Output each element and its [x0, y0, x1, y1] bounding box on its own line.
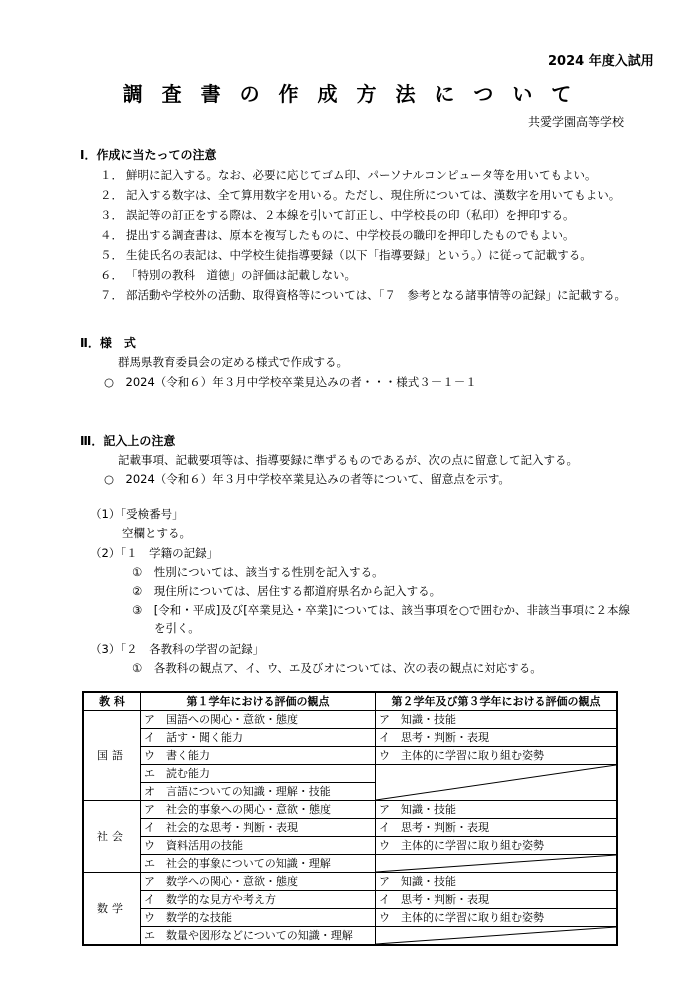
- table-row: [83, 837, 617, 855]
- table-cell: イ 数学的な見方や考え方: [141, 891, 376, 909]
- table-row: [83, 747, 617, 765]
- empty-diagonal-cell: [376, 765, 618, 801]
- list-item: ６． 「特別の教科 道徳」の評価は記載しない。: [100, 268, 356, 282]
- sub1-title: （1）「受検番号」: [90, 507, 184, 521]
- list-item: ２． 記入する数字は、全て算用数字を用いる。ただし、現住所については、漢数字を用いてもよい。: [100, 188, 621, 202]
- header-subject: 教 科: [83, 692, 141, 711]
- table-cell: エ 読む能力: [141, 765, 376, 783]
- table-cell: ア 数学への関心・意欲・態度: [141, 873, 376, 891]
- section1-list: [100, 166, 626, 306]
- sub2-title: （2）「１ 学籍の記録」: [90, 546, 219, 560]
- table-cell: ア 知識・技能: [376, 873, 618, 891]
- page-title: 調 査 書 の 作 成 方 法 に つ い て: [122, 82, 578, 106]
- table-cell: ア 知識・技能: [376, 711, 618, 729]
- sub2-item: ① 性別については、該当する性別を記入する。: [132, 565, 384, 579]
- table-row: [83, 927, 617, 946]
- table-row: [83, 801, 617, 819]
- section3-line1: 記載事項、記載要項等は、指導要録に準ずるものであるが、次の点に留意して記入する。: [118, 453, 578, 467]
- empty-diagonal-cell: [376, 927, 618, 946]
- table-cell: エ 社会的事象についての知識・理解: [141, 855, 376, 873]
- table-cell: ウ 書く能力: [141, 747, 376, 765]
- subject-cell: 国語: [83, 711, 141, 801]
- list-item: １． 鮮明に記入する。なお、必要に応じてゴム印、パーソナルコンピュータ等を用いてもよい。: [100, 168, 597, 182]
- table-row: [83, 819, 617, 837]
- table-cell: ウ 主体的に学習に取り組む姿勢: [376, 837, 618, 855]
- list-item: ４． 提出する調査書は、原本を複写したものに、中学校長の職印を押印したものでもよい。: [100, 228, 575, 242]
- sub2-item: を引く。: [154, 621, 200, 635]
- table-row: [83, 711, 617, 729]
- evaluation-table: [82, 691, 618, 946]
- header-second-third-year: 第２学年及び第３学年における評価の観点: [376, 692, 618, 711]
- sub2-item: ③ [令和・平成]及び[卒業見込・卒業]については、該当事項を○で囲むか、非該当事項に２本線: [132, 603, 631, 617]
- list-item: ５． 生徒氏名の表記は、中学校生徒指導要録（以下「指導要録」という。）に従って記載する。: [100, 248, 592, 262]
- table-cell: ア 社会的事象への関心・意欲・態度: [141, 801, 376, 819]
- table-cell: ウ 主体的に学習に取り組む姿勢: [376, 747, 618, 765]
- table-row: [83, 729, 617, 747]
- table-cell: イ 話す・聞く能力: [141, 729, 376, 747]
- section2-line2: ○ 2024（令和６）年３月中学校卒業見込みの者・・・様式３－１－１: [104, 375, 477, 389]
- header-first-year: 第１学年における評価の観点: [141, 692, 376, 711]
- school-name: 共愛学園高等学校: [528, 115, 625, 129]
- table-cell: ウ 数学的な技能: [141, 909, 376, 927]
- list-item: ７． 部活動や学校外の活動、取得資格等については、「７ 参考となる諸事情等の記録」に記載する。: [100, 288, 627, 302]
- table-cell: イ 思考・判断・表現: [376, 729, 618, 747]
- table-row: [83, 855, 617, 873]
- section2-heading: Ⅱ．様 式: [80, 336, 136, 350]
- sub3-item: ① 各教科の観点ア、イ、ウ、エ及びオについては、次の表の観点に対応する。: [132, 661, 542, 675]
- sub1-body: 空欄とする。: [122, 526, 191, 540]
- subject-cell: 社会: [83, 801, 141, 873]
- table-cell: イ 思考・判断・表現: [376, 891, 618, 909]
- table-cell: オ 言語についての知識・理解・技能: [141, 783, 376, 801]
- table-cell: イ 社会的な思考・判断・表現: [141, 819, 376, 837]
- table-cell: ア 知識・技能: [376, 801, 618, 819]
- sub2-item: ② 現住所については、居住する都道府県名から記入する。: [132, 584, 442, 598]
- year-label: 2024 年度入試用: [548, 54, 654, 69]
- section2-line1: 群馬県教育委員会の定める様式で作成する。: [118, 355, 348, 369]
- table-cell: イ 思考・判断・表現: [376, 819, 618, 837]
- sub3-title: （3）「２ 各教科の学習の記録」: [90, 642, 265, 656]
- table-row: [83, 765, 617, 783]
- list-item: ３． 誤記等の訂正をする際は、２本線を引いて訂正し、中学校長の印（私印）を押印する。: [100, 208, 575, 222]
- section1-heading: Ⅰ．作成に当たっての注意: [80, 148, 217, 162]
- table-header-row: [83, 692, 617, 711]
- subject-cell: 数学: [83, 873, 141, 946]
- table-cell: エ 数量や図形などについての知識・理解: [141, 927, 376, 946]
- table-cell: ウ 主体的に学習に取り組む姿勢: [376, 909, 618, 927]
- section3-line2: ○ 2024（令和６）年３月中学校卒業見込みの者等について、留意点を示す。: [104, 472, 510, 486]
- table-cell: ア 国語への関心・意欲・態度: [141, 711, 376, 729]
- table-row: [83, 891, 617, 909]
- section3-heading: Ⅲ．記入上の注意: [80, 434, 176, 448]
- empty-diagonal-cell: [376, 855, 618, 873]
- table-row: [83, 873, 617, 891]
- table-cell: ウ 資料活用の技能: [141, 837, 376, 855]
- table-row: [83, 909, 617, 927]
